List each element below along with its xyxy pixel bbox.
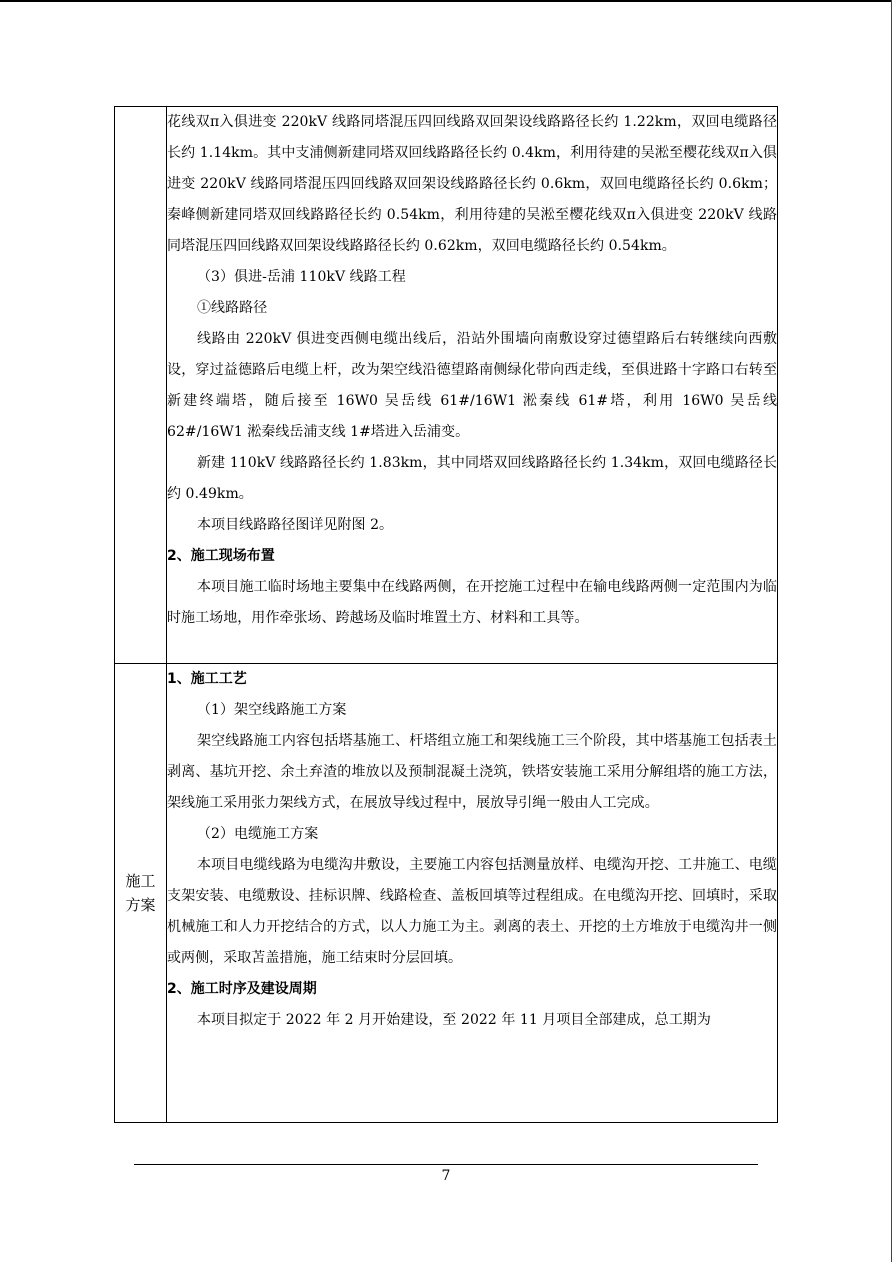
subheading-route: ①线路路径 xyxy=(197,300,268,316)
content-cell-construction xyxy=(167,664,778,1123)
heading-construction-process: 1、施工工艺 xyxy=(167,671,247,687)
content-cell-route xyxy=(167,107,778,664)
paragraph-route-map-ref: 本项目线路路径图详见附图 2。 xyxy=(197,517,394,533)
label-cell-construction-plan xyxy=(115,664,167,1123)
page-top-border xyxy=(0,0,892,2)
paragraph-route-length: 新建 110kV 线路路径长约 1.83km，其中同塔双回线路路径长约 1.34km，双回电缆路径长约 0.49km。 xyxy=(167,455,777,502)
heading-site-layout: 2、施工现场布置 xyxy=(167,548,275,564)
subheading-cable: （2）电缆施工方案 xyxy=(197,826,319,842)
paragraph-220kv-continued: 花线双π入俱进变 220kV 线路同塔混压四回线路双回架设线路路径长约 1.22km，双回电缆路径长约 1.14km。其中支浦侧新建同塔双回线路路径长约 0.4km，利用待建的吴淞至樱花线双π入俱进变 220kV 线路同塔混压四回线路双回架设线路路径长约 0.6km，双回电缆路径长约 0.6km；秦峰侧新建同塔双回线路路径长约 0.54km，利用待建的吴淞至樱花线双π入俱进变 220kV 线路同塔混压四回线路双回架设线路路径长约 0.62km，双回电缆路径长约 0.54km。 xyxy=(167,114,777,254)
content-table xyxy=(114,106,778,1123)
subheading-overhead-line: （1）架空线路施工方案 xyxy=(197,702,347,718)
label-cell-empty xyxy=(115,107,167,664)
paragraph-route-description: 线路由 220kV 俱进变西侧电缆出线后，沿站外围墙向南敷设穿过德望路后右转继续向西敷设，穿过益德路后电缆上杆，改为架空线沿德望路南侧绿化带向西走线，至俱进路十字路口右转至新建终端塔，随后接至 16W0 吴岳线 61#/16W1 淞秦线 61#塔，利用 16W0 吴岳线 62#/16W1 淞秦线岳浦支线 1#塔进入岳浦变。 xyxy=(167,331,777,440)
subheading-110kv-project: （3）俱进-岳浦 110kV 线路工程 xyxy=(197,269,406,285)
table-row-continued xyxy=(115,107,778,664)
label-line-2: 方案 xyxy=(125,896,156,914)
heading-schedule: 2、施工时序及建设周期 xyxy=(167,981,317,997)
footer-rule xyxy=(134,1164,758,1165)
paragraph-site-layout: 本项目施工临时场地主要集中在线路两侧，在开挖施工过程中在输电线路两侧一定范围内为临时施工场地，用作牵张场、跨越场及临时堆置土方、材料和工具等。 xyxy=(167,579,777,626)
paragraph-overhead-line: 架空线路施工内容包括塔基施工、杆塔组立施工和架线施工三个阶段，其中塔基施工包括表土剥离、基坑开挖、余土弃渣的堆放以及预制混凝土浇筑，铁塔安装施工采用分解组塔的施工方法，架线施工采用张力架线方式，在展放导线过程中，展放导引绳一般由人工完成。 xyxy=(167,733,777,811)
page-number: 7 xyxy=(441,1168,451,1184)
table-row-construction-plan xyxy=(115,664,778,1123)
paragraph-cable: 本项目电缆线路为电缆沟井敷设，主要施工内容包括测量放样、电缆沟开挖、工井施工、电缆支架安装、电缆敷设、挂标识牌、线路检查、盖板回填等过程组成。在电缆沟开挖、回填时，采取机械施工和人力开挖结合的方式，以人力施工为主。剥离的表土、开挖的土方堆放于电缆沟井一侧或两侧，采取苫盖措施，施工结束时分层回填。 xyxy=(167,857,777,966)
label-line-1: 施工 xyxy=(125,872,156,890)
paragraph-schedule: 本项目拟定于 2022 年 2 月开始建设，至 2022 年 11 月项目全部建成，总工期为 xyxy=(197,1012,711,1028)
